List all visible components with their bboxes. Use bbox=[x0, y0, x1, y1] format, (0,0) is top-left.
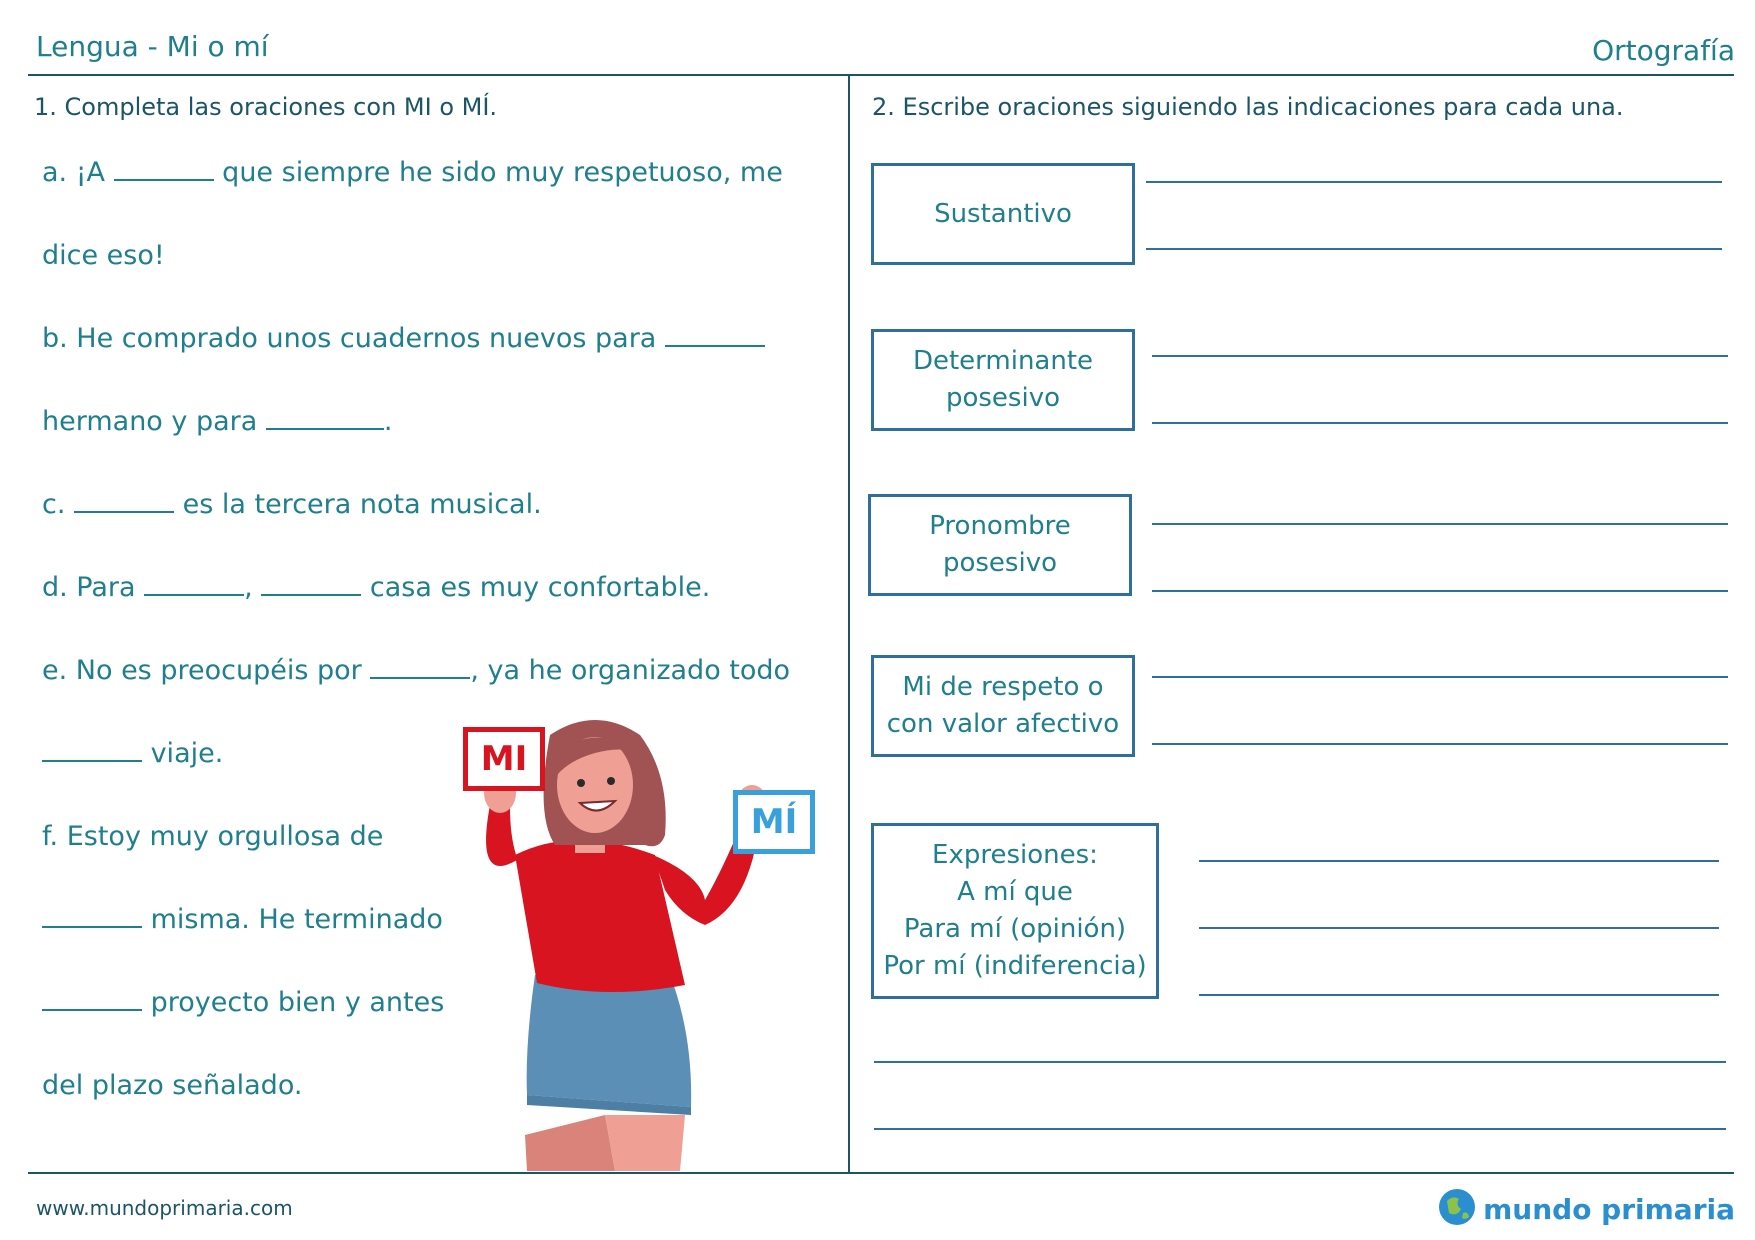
writing-line[interactable] bbox=[1152, 743, 1728, 745]
sentence-text: viaje. bbox=[142, 738, 224, 769]
answer-blank[interactable] bbox=[74, 489, 174, 513]
exercise1-title: 1. Completa las oraciones con MI o MÍ. bbox=[34, 93, 498, 121]
sentence-text: . bbox=[383, 406, 393, 437]
answer-blank[interactable] bbox=[144, 572, 244, 596]
sentence-f-cont2 bbox=[42, 987, 444, 1018]
sign-mi-accent-label: MÍ bbox=[750, 802, 798, 842]
sentence-c bbox=[42, 489, 542, 520]
footer-divider bbox=[28, 1172, 1734, 1174]
sentence-text: es la tercera nota musical. bbox=[174, 489, 542, 520]
writing-line[interactable] bbox=[1152, 355, 1728, 357]
sign-mi-accent bbox=[733, 790, 815, 854]
sentence-f-cont bbox=[42, 904, 443, 935]
sentence-a bbox=[42, 157, 783, 188]
sentence-f-cont3: del plazo señalado. bbox=[42, 1070, 303, 1101]
sentence-text: d. Para bbox=[42, 572, 145, 603]
writing-line[interactable] bbox=[1199, 994, 1719, 996]
answer-blank[interactable] bbox=[266, 406, 384, 430]
globe-icon bbox=[1437, 1187, 1477, 1231]
sentence-text: c. bbox=[42, 489, 75, 520]
writing-line[interactable] bbox=[1199, 860, 1719, 862]
writing-line[interactable] bbox=[1199, 927, 1719, 929]
sentence-text: , ya he organizado todo bbox=[470, 655, 791, 686]
sentence-text: e. No es preocupéis por bbox=[42, 655, 371, 686]
exercise2-title: 2. Escribe oraciones siguiendo las indicaciones para cada una. bbox=[872, 93, 1624, 121]
sentence-e-cont bbox=[42, 738, 223, 769]
sign-mi-label: MI bbox=[480, 739, 528, 779]
category-box-pronombre: Pronombre posesivo bbox=[868, 494, 1132, 596]
category-box-respeto: Mi de respeto o con valor afectivo bbox=[871, 655, 1135, 757]
category-box-expresiones: Expresiones: A mí que Para mí (opinión) Por mí (indiferencia) bbox=[871, 823, 1159, 999]
sentence-text: proyecto bien y antes bbox=[142, 987, 445, 1018]
answer-blank[interactable] bbox=[42, 987, 142, 1011]
category-box-sustantivo: Sustantivo bbox=[871, 163, 1135, 265]
answer-blank[interactable] bbox=[665, 323, 765, 347]
sentence-text: misma. He terminado bbox=[142, 904, 443, 935]
sentence-text: , bbox=[244, 572, 262, 603]
answer-blank[interactable] bbox=[42, 738, 142, 762]
sign-mi bbox=[463, 727, 545, 791]
brand-logo[interactable] bbox=[1437, 1187, 1735, 1231]
answer-blank[interactable] bbox=[114, 157, 214, 181]
writing-line[interactable] bbox=[1152, 523, 1728, 525]
sentence-text: hermano y para bbox=[42, 406, 266, 437]
worksheet-title: Lengua - Mi o mí bbox=[36, 30, 269, 63]
answer-blank[interactable] bbox=[261, 572, 361, 596]
answer-blank[interactable] bbox=[370, 655, 470, 679]
sentence-text: a. ¡A bbox=[42, 157, 114, 188]
writing-line[interactable] bbox=[1152, 676, 1728, 678]
writing-line[interactable] bbox=[1152, 590, 1728, 592]
writing-line[interactable] bbox=[1146, 181, 1722, 183]
category-box-determinante: Determinante posesivo bbox=[871, 329, 1135, 431]
writing-line[interactable] bbox=[874, 1128, 1726, 1130]
column-divider bbox=[848, 76, 850, 1174]
sentence-b bbox=[42, 323, 765, 354]
answer-blank[interactable] bbox=[42, 904, 142, 928]
sentence-e bbox=[42, 655, 790, 686]
writing-line[interactable] bbox=[874, 1061, 1726, 1063]
brand-name: mundo primaria bbox=[1483, 1192, 1735, 1226]
writing-line[interactable] bbox=[1146, 248, 1722, 250]
sentence-text: b. He comprado unos cuadernos nuevos para bbox=[42, 323, 665, 354]
sentence-f: f. Estoy muy orgullosa de bbox=[42, 821, 384, 852]
sentence-text: que siempre he sido muy respetuoso, me bbox=[213, 157, 783, 188]
sentence-d bbox=[42, 572, 710, 603]
sentence-a-cont: dice eso! bbox=[42, 240, 165, 271]
footer-url[interactable]: www.mundoprimaria.com bbox=[36, 1196, 293, 1220]
writing-line[interactable] bbox=[1152, 422, 1728, 424]
sentence-text: casa es muy confortable. bbox=[361, 572, 711, 603]
sentence-b-cont bbox=[42, 406, 392, 437]
worksheet-subject: Ortografía bbox=[1592, 34, 1735, 67]
header-divider bbox=[28, 74, 1734, 76]
